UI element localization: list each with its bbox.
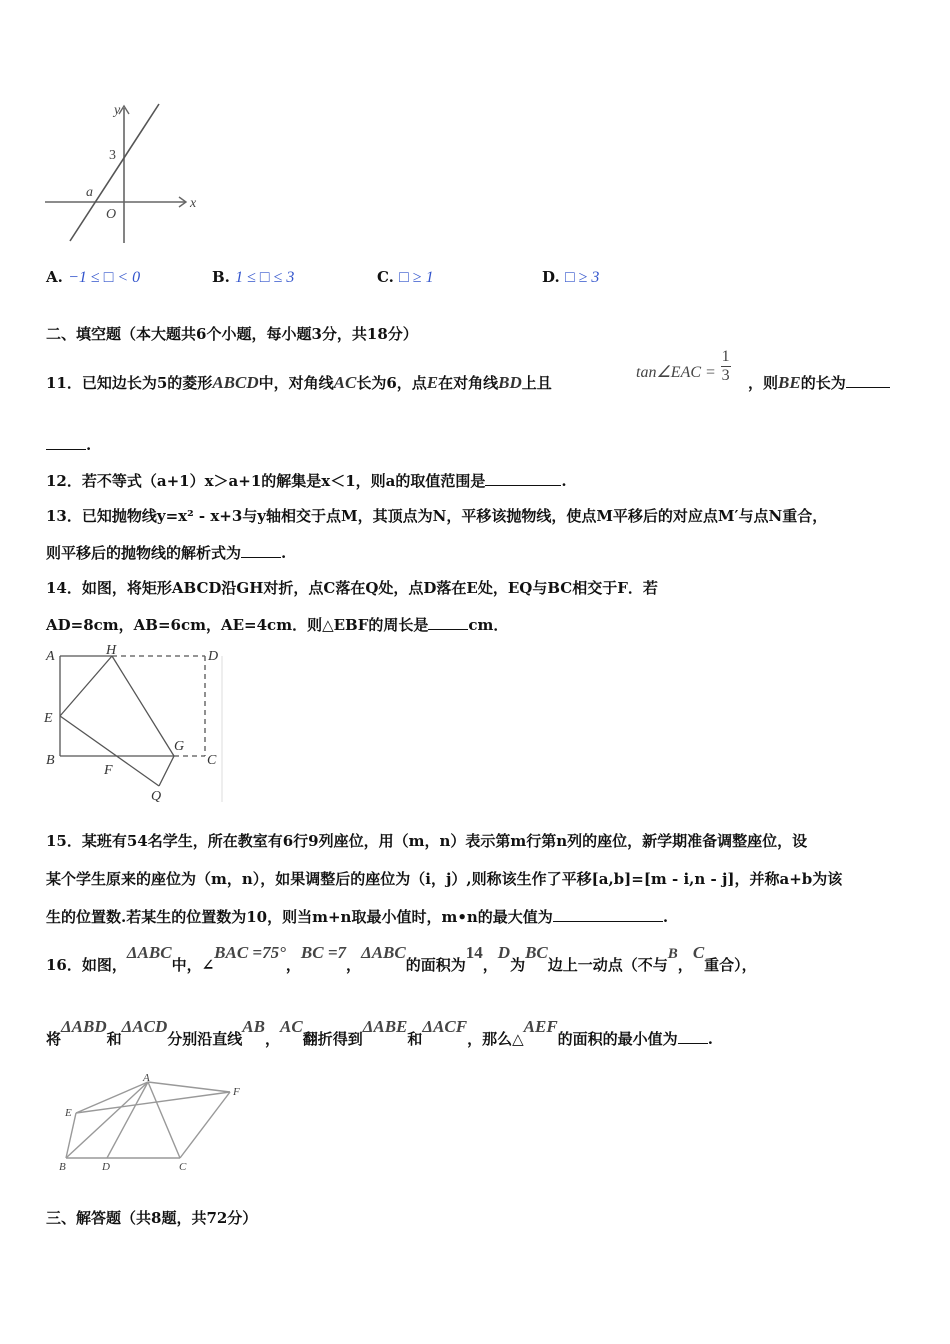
q16-math-abc: ΔABC <box>126 943 172 962</box>
q16-text-12: 和 <box>106 1030 122 1048</box>
q16-text-13: 分别沿直线 <box>167 1030 243 1048</box>
q15-line3 <box>46 906 668 927</box>
segment-ad <box>107 1082 148 1158</box>
q16-math-c: C <box>692 943 705 962</box>
q11-text-1: 11．已知边长为5的菱形 <box>46 374 213 392</box>
q11-text-2: 中，对角线 <box>258 374 334 392</box>
q16-text-5: 的面积为 <box>405 956 466 974</box>
option-b-value: 1 ≤ □ ≤ 3 <box>235 269 295 286</box>
label-c: C <box>207 753 217 768</box>
q16-line2 <box>46 1017 713 1049</box>
q11-math-be: BE <box>778 373 801 392</box>
q11-text-4: 在对角线 <box>438 374 499 392</box>
q16-text-9: ， <box>677 956 693 974</box>
label-f: F <box>104 763 113 778</box>
option-b-letter: B. <box>212 268 230 286</box>
q11-math-e: E <box>426 373 439 392</box>
q16-math-acd: ΔACD <box>121 1017 168 1036</box>
q11-answer-blank-cont[interactable] <box>46 449 86 450</box>
option-a-value: −1 ≤ □ < 0 <box>68 269 141 286</box>
option-b[interactable] <box>212 268 294 287</box>
option-c-value: □ ≥ 1 <box>399 269 434 286</box>
q11-line1-tail <box>748 372 890 393</box>
x-label: x <box>190 196 197 211</box>
q16-text-2: 中，∠ <box>171 956 215 974</box>
triangle-fold-figure <box>52 1070 257 1175</box>
segment-ac <box>148 1082 180 1158</box>
option-d[interactable] <box>542 268 599 287</box>
q16-math-ac: AC <box>280 1017 303 1036</box>
q16-math-abc-2: ΔABC <box>361 943 406 962</box>
q12-text: 12．若不等式（a+1）x＞a+1的解集是x＜1，则a的取值范围是 <box>46 472 486 490</box>
q16-math-b: B <box>667 946 678 962</box>
q16-text-18: 的面积的最小值为 <box>557 1030 678 1048</box>
q11-tan-expression <box>636 348 731 385</box>
q16-math-ab: AB <box>242 1017 265 1036</box>
label-b: B <box>59 1161 66 1173</box>
a-label: a <box>86 185 93 200</box>
q16-text-4: ， <box>346 956 362 974</box>
option-d-value: □ ≥ 3 <box>564 269 600 286</box>
q11-tan-label: tan∠EAC = <box>636 364 716 381</box>
label-h: H <box>106 643 117 658</box>
q11-end: . <box>86 436 92 454</box>
q16-math-bc7: BC =7 <box>300 943 347 962</box>
q14-line2 <box>46 614 508 635</box>
label-b: B <box>46 753 55 768</box>
label-q: Q <box>151 789 162 804</box>
q13-text: 则平移后的抛物线的解析式为 <box>46 544 242 562</box>
q16-end: . <box>707 1030 713 1048</box>
q11-math-abcd: ABCD <box>212 373 259 392</box>
q13-line2 <box>46 542 286 563</box>
label-d: D <box>208 649 219 664</box>
q16-text-10: 重合）， <box>704 956 757 974</box>
q16-text-11: 将 <box>46 1030 62 1048</box>
q16-math-d: D <box>497 943 511 962</box>
q13-line1: 13．已知抛物线y=x² - x+3与y轴相交于点M，其顶点为N，平移该抛物线，使点M平移后的对应点M′与点N重合， <box>46 507 828 525</box>
label-e: E <box>44 711 53 726</box>
q11-math-bd: BD <box>498 373 522 392</box>
q14-text: AD=8cm，AB=6cm，AE=4cm．则△EBF的周长是 <box>46 616 429 634</box>
q11-text-5: 上且 <box>521 374 552 392</box>
q16-math-acf: ΔACF <box>422 1017 468 1036</box>
origin-label: O <box>106 207 117 222</box>
q11-text-7: 的长为 <box>800 374 846 392</box>
q16-math-angle: BAC =75° <box>214 943 286 962</box>
line-graph-figure <box>40 98 210 248</box>
q11-text-6: ，则 <box>748 374 779 392</box>
label-g: G <box>174 739 185 754</box>
q15-text: 生的位置数.若某生的位置数为10，则当m+n取最小值时，m•n的最大值为 <box>46 908 553 926</box>
q11-numerator: 1 <box>721 348 730 365</box>
intercept-label: 3 <box>109 148 116 163</box>
q11-text-3: 长为6，点 <box>356 374 427 392</box>
q13-answer-blank[interactable] <box>241 557 281 558</box>
q11-fraction <box>721 348 731 385</box>
q14-answer-blank[interactable] <box>428 629 468 630</box>
q11-answer-blank[interactable] <box>846 387 890 388</box>
q16-math-14: 14 <box>465 943 483 962</box>
label-a: A <box>46 649 55 664</box>
q16-text-3: ， <box>285 956 301 974</box>
q16-text-7: 为 <box>510 956 526 974</box>
segment-fc <box>180 1092 230 1158</box>
q11-line2 <box>46 436 91 454</box>
option-c[interactable] <box>377 268 434 287</box>
q12-line <box>46 470 567 491</box>
q11-math-ac: AC <box>333 373 357 392</box>
q16-text-16: 和 <box>407 1030 423 1048</box>
q15-end: . <box>662 908 669 926</box>
q14-end: cm． <box>468 616 509 634</box>
segment-af <box>148 1082 230 1092</box>
segment-eb <box>66 1113 76 1158</box>
q12-end: . <box>561 472 567 490</box>
y-label: y <box>114 103 121 118</box>
segment-hg <box>112 656 174 756</box>
option-d-letter: D. <box>542 268 560 286</box>
label-e: E <box>65 1107 72 1119</box>
option-a[interactable] <box>46 268 140 287</box>
q16-text-1: 16．如图， <box>46 956 127 974</box>
q16-text-6: ， <box>482 956 498 974</box>
rectangle-fold-figure <box>42 642 232 804</box>
label-f: F <box>233 1086 240 1098</box>
section2-title: 二、填空题（本大题共6个小题，每小题3分，共18分） <box>46 325 418 343</box>
q16-text-8: 边上一动点（不与 <box>547 956 668 974</box>
q16-math-bc: BC <box>525 943 548 962</box>
q16-math-abd: ΔABD <box>61 1017 107 1036</box>
q13-end: . <box>281 544 287 562</box>
label-a: A <box>143 1072 150 1084</box>
q12-answer-blank[interactable] <box>485 485 561 486</box>
segment-ab <box>66 1082 148 1158</box>
q16-math-abe: ΔABE <box>362 1017 408 1036</box>
q16-math-aef: AEF <box>523 1017 558 1036</box>
q14-line1: 14．如图，将矩形ABCD沿GH对折，点C落在Q处，点D落在E处，EQ与BC相交于F．若 <box>46 579 658 597</box>
q16-text-15: 翻折得到 <box>302 1030 363 1048</box>
section3-title: 三、解答题（共8题，共72分） <box>46 1209 258 1227</box>
q16-line1 <box>46 943 757 975</box>
q11-line1 <box>46 372 552 393</box>
q15-answer-blank[interactable] <box>553 921 663 922</box>
segment-he <box>60 656 112 716</box>
label-c: C <box>179 1161 187 1173</box>
q16-answer-blank[interactable] <box>678 1043 708 1044</box>
label-d: D <box>102 1161 110 1173</box>
option-a-letter: A. <box>46 268 63 286</box>
q11-denominator: 3 <box>721 367 730 384</box>
q15-line2: 某个学生原来的座位为（m，n），如果调整后的座位为（i，j）,则称该生作了平移[a,b]=[m - i,n - j]，并称a+b为该 <box>46 870 843 888</box>
option-c-letter: C. <box>377 268 394 286</box>
segment-qg <box>159 756 174 786</box>
q16-text-17: ，那么△ <box>467 1030 524 1048</box>
q15-line1: 15．某班有54名学生，所在教室有6行9列座位，用（m，n）表示第m行第n列的座位，新学期准备调整座位，设 <box>46 832 808 850</box>
q16-text-14: ， <box>264 1030 280 1048</box>
